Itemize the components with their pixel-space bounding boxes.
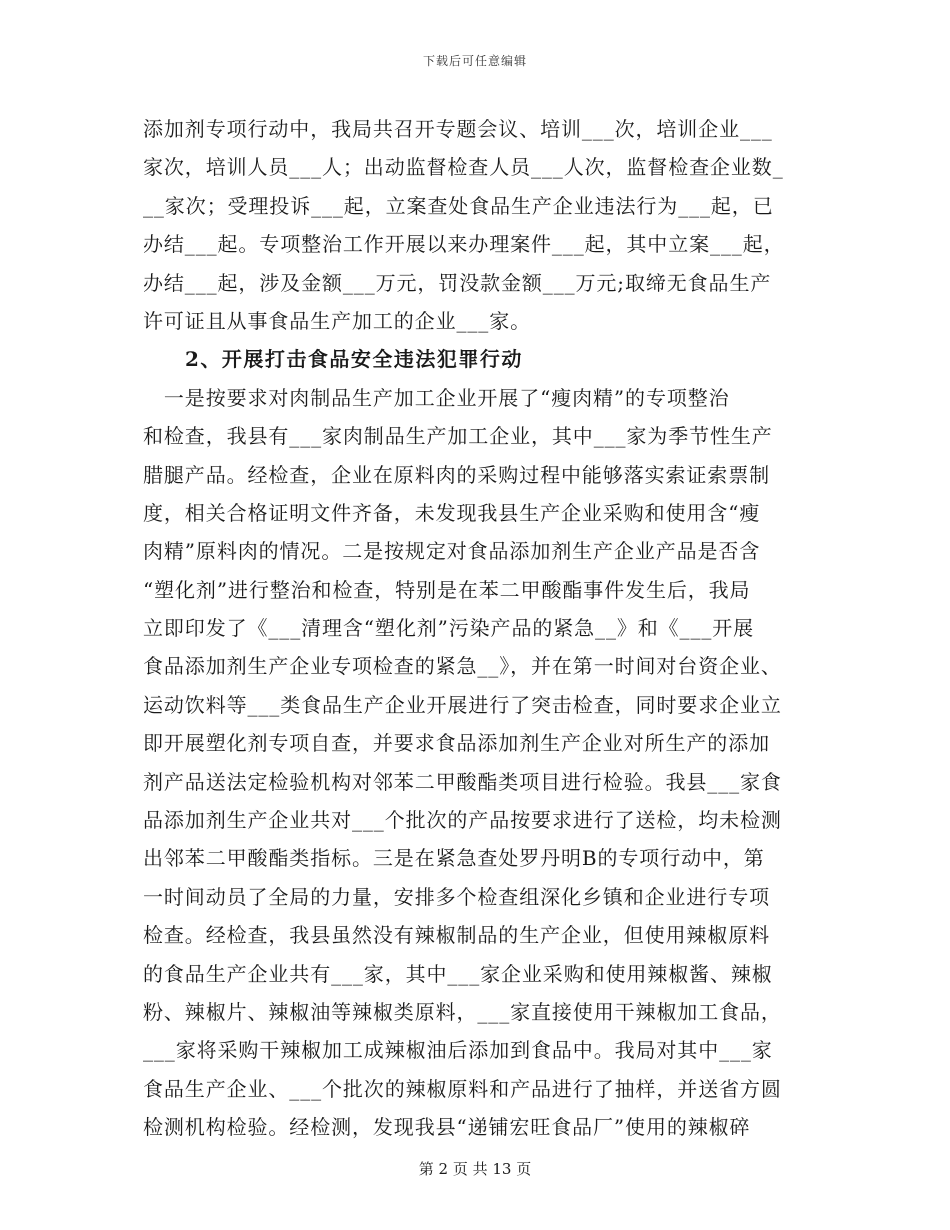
text-line: 即开展塑化剂专项自查，并要求食品添加剂生产企业对所生产的添加	[143, 731, 770, 756]
text-line: 度，相关合格证明文件齐备，未发现我县生产企业采购和使用含“瘦	[143, 500, 761, 525]
text-line: 肉精”原料肉的情况。二是按规定对食品添加剂生产企业产品是否含	[143, 539, 761, 564]
document-body	[143, 110, 803, 1147]
text-line: 出邻苯二甲酸酯类指标。三是在紧急查处罗丹明B的专项行动中，第	[143, 846, 765, 871]
text-line: 家次，培训人员___人；出动监督检查人员___人次，监督检查企业数_	[143, 155, 784, 180]
text-line: 腊腿产品。经检查，企业在原料肉的采购过程中能够落实索证索票制	[143, 462, 770, 487]
text-line: 许可证且从事食品生产加工的企业___家。	[143, 308, 531, 333]
text-line: ___家将采购干辣椒加工成辣椒油后添加到食品中。我局对其中___家	[143, 1038, 773, 1063]
text-line: 一是按要求对肉制品生产加工企业开展了“瘦肉精”的专项整治	[143, 385, 730, 410]
text-line: 立即印发了《___清理含“塑化剂”污染产品的紧急__》和《___开展	[143, 616, 755, 641]
text-line: 食品生产企业、___个批次的辣椒原料和产品进行了抽样，并送省方圆	[143, 1076, 782, 1101]
text-line: 和检查，我县有___家肉制品生产加工企业，其中___家为季节性生产	[143, 424, 773, 449]
text-line: 办结___起，涉及金额___万元，罚没款金额___万元;取缔无食品生产	[143, 270, 772, 295]
document-header-note: 下载后可任意编辑	[422, 54, 527, 68]
text-line: 检测机构检验。经检测，发现我县“递铺宏旺食品厂”使用的辣椒碎	[143, 1115, 751, 1140]
text-line: 运动饮料等___类食品生产企业开展进行了突击检查，同时要求企业立	[143, 692, 782, 717]
section-heading: 2、开展打击食品安全违法犯罪行动	[185, 347, 523, 372]
text-line: “塑化剂”进行整治和检查，特别是在苯二甲酸酯事件发生后，我局	[143, 577, 751, 602]
text-line: 一时间动员了全局的力量，安排多个检查组深化乡镇和企业进行专项	[143, 884, 770, 909]
text-line: 的食品生产企业共有___家，其中___家企业采购和使用辣椒酱、辣椒	[143, 961, 773, 986]
text-line: 食品添加剂生产企业专项检查的紧急__》，并在第一时间对台资企业、	[143, 654, 782, 679]
text-line: __家次；受理投诉___起，立案查处食品生产企业违法行为___起，已	[143, 193, 774, 218]
text-line: 品添加剂生产企业共对___个批次的产品按要求进行了送检，均未检测	[143, 808, 782, 833]
text-line: 添加剂专项行动中，我局共召开专题会议、培训___次，培训企业___	[143, 117, 773, 141]
text-line: 办结___起。专项整治工作开展以来办理案件___起，其中立案___起，	[143, 232, 785, 257]
page-number: 第 2 页 共 13 页	[418, 1160, 532, 1178]
text-line: 检查。经检查，我县虽然没有辣椒制品的生产企业，但使用辣椒原料	[143, 923, 770, 948]
text-line: 剂产品送法定检验机构对邻苯二甲酸酯类项目进行检验。我县___家食	[143, 769, 782, 794]
text-line: 粉、辣椒片、辣椒油等辣椒类原料，___家直接使用干辣椒加工食品，	[143, 999, 782, 1024]
